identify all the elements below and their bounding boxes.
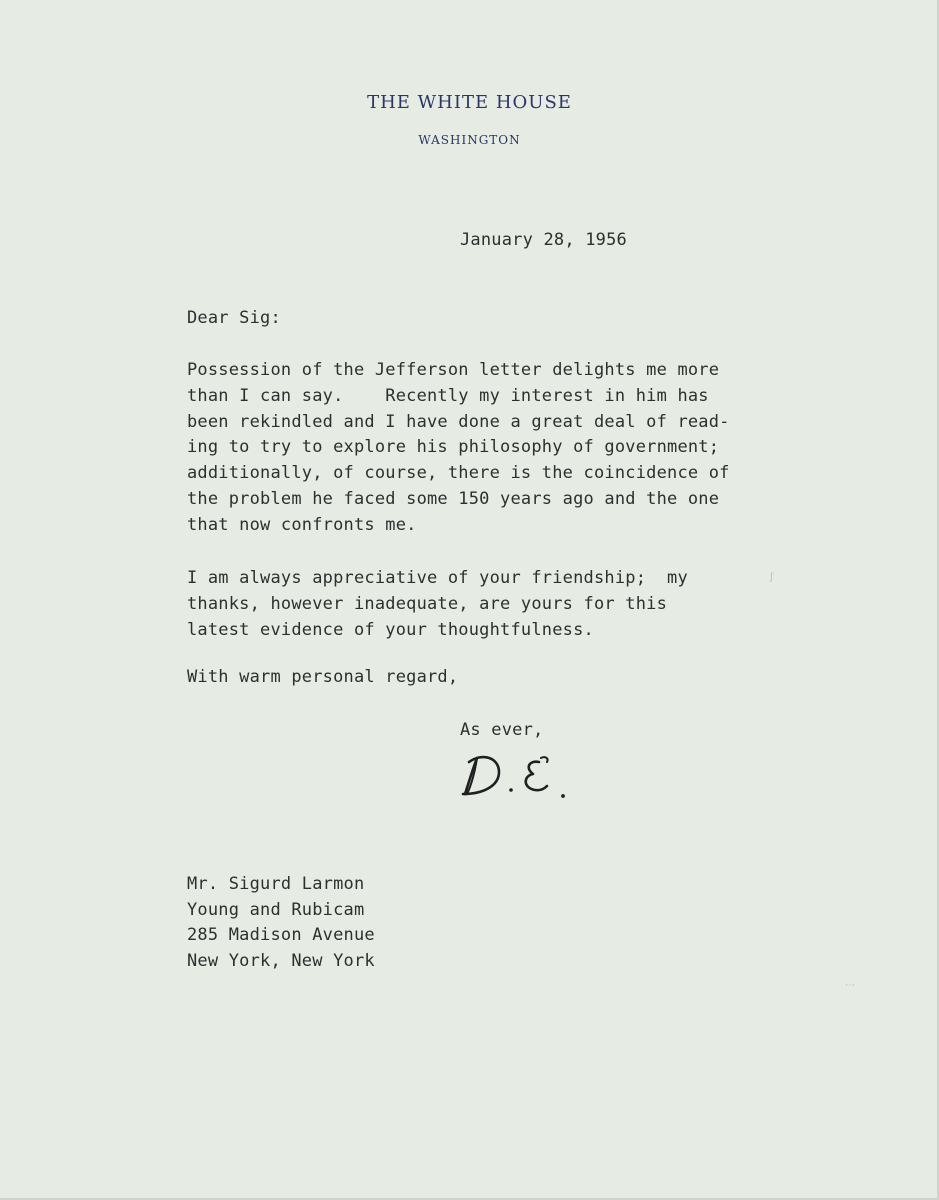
salutation: Dear Sig:	[187, 308, 281, 328]
body-paragraph-2: I am always appreciative of your friendship; my thanks, however inadequate, are yours for this latest evidence of your thoughtfulness.	[187, 568, 688, 640]
body-paragraph-1: Possession of the Jefferson letter delights me more than I can say. Recently my interest in him has been rekindled and I have done a great deal of read- ing to try to explore his philosophy of government; additionally, of course, there is the coincidence of the problem he faced some 150 years ago and the one that now confronts me.	[187, 360, 730, 535]
signature-initials	[455, 742, 585, 807]
signoff: As ever,	[460, 720, 544, 740]
letter-date: January 28, 1956	[460, 230, 627, 250]
paper-mark: ʃ	[770, 572, 774, 583]
letterhead-title: THE WHITE HOUSE	[367, 92, 572, 113]
letterhead-subtitle: WASHINGTON	[418, 133, 521, 147]
paper-speck: ⋯	[845, 980, 855, 991]
recipient-address: Mr. Sigurd Larmon Young and Rubicam 285 Madison Avenue New York, New York	[187, 874, 375, 971]
closing-line: With warm personal regard,	[187, 667, 459, 687]
